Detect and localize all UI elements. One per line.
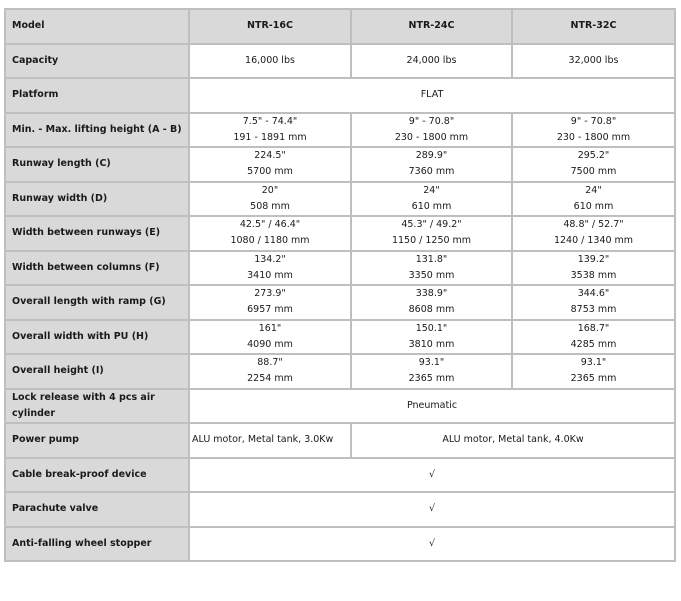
merged-cell: ALU motor, Metal tank, 4.0Kw (351, 423, 675, 458)
row-label: Platform (5, 78, 189, 113)
metric-value: 8608 mm (408, 304, 455, 316)
model-ntr-16c: NTR-16C (189, 9, 351, 44)
metric-value: 8753 mm (570, 304, 617, 316)
metric-value: 1240 / 1340 mm (553, 235, 634, 247)
imperial-value: 9" - 70.8" (408, 115, 455, 127)
cell (351, 147, 512, 182)
cell (512, 182, 675, 217)
merged-cell: Pneumatic (189, 389, 675, 424)
metric-value: 230 - 1800 mm (556, 131, 631, 143)
cell (512, 320, 675, 355)
cell (512, 216, 675, 251)
metric-value: 2365 mm (570, 373, 617, 385)
table-row-overall-width (5, 320, 675, 355)
row-label: Runway width (D) (5, 182, 189, 217)
metric-value: 7360 mm (408, 166, 455, 178)
metric-value: 1150 / 1250 mm (391, 235, 472, 247)
cell (512, 354, 675, 389)
imperial-value: 338.9" (415, 288, 448, 300)
cell (512, 251, 675, 286)
row-label: Overall length with ramp (G) (5, 285, 189, 320)
cell (351, 216, 512, 251)
row-label: Lock release with 4 pcs air cylinder (5, 389, 189, 424)
table-header-row (5, 9, 675, 44)
row-label: Overall height (I) (5, 354, 189, 389)
metric-value: 1080 / 1180 mm (230, 235, 310, 247)
metric-value: 4285 mm (570, 338, 617, 350)
imperial-value: 93.1" (580, 357, 607, 369)
row-label: Power pump (5, 423, 189, 458)
metric-value: 5700 mm (247, 166, 293, 178)
table-row-lifting-height (5, 113, 675, 148)
imperial-value: 48.8" / 52.7" (563, 219, 624, 231)
table-row-overall-height (5, 354, 675, 389)
model-ntr-24c: NTR-24C (351, 9, 512, 44)
imperial-value: 45.3" / 49.2" (401, 219, 462, 231)
imperial-value: 224.5" (254, 150, 286, 162)
metric-value: 191 - 1891 mm (233, 131, 307, 143)
cell: ALU motor, Metal tank, 3.0Kw (189, 423, 351, 458)
cell (351, 182, 512, 217)
cell (189, 182, 351, 217)
metric-value: 2365 mm (408, 373, 455, 385)
imperial-value: 20" (261, 184, 279, 196)
cell (351, 113, 512, 148)
table-row-cable-break-proof (5, 458, 675, 493)
metric-value: 230 - 1800 mm (394, 131, 469, 143)
imperial-value: 295.2" (577, 150, 610, 162)
row-label: Width between columns (F) (5, 251, 189, 286)
cell (189, 354, 351, 389)
check-mark-icon: √ (189, 492, 675, 527)
row-label: Capacity (5, 44, 189, 79)
imperial-value: 344.6" (577, 288, 610, 300)
imperial-value: 150.1" (415, 322, 448, 334)
cell (512, 285, 675, 320)
imperial-value: 9" - 70.8" (570, 115, 617, 127)
imperial-value: 161" (258, 322, 282, 334)
cell (189, 285, 351, 320)
row-label: Min. - Max. lifting height (A - B) (5, 113, 189, 148)
table-row-capacity (5, 44, 675, 79)
cell (512, 147, 675, 182)
cell (351, 354, 512, 389)
cell (512, 113, 675, 148)
row-label: Overall width with PU (H) (5, 320, 189, 355)
imperial-value: 134.2" (254, 253, 286, 265)
imperial-value: 93.1" (418, 357, 445, 369)
imperial-value: 42.5" / 46.4" (239, 219, 301, 231)
imperial-value: 24" (423, 184, 440, 196)
cell: 32,000 lbs (512, 44, 675, 79)
check-mark-icon: √ (189, 458, 675, 493)
row-label: Anti-falling wheel stopper (5, 527, 189, 562)
cell (189, 147, 351, 182)
imperial-value: 139.2" (577, 253, 610, 265)
imperial-value: 7.5" - 74.4" (242, 115, 298, 127)
metric-value: 6957 mm (247, 304, 293, 316)
row-label: Cable break-proof device (5, 458, 189, 493)
imperial-value: 168.7" (577, 322, 610, 334)
imperial-value: 88.7" (257, 357, 283, 369)
metric-value: 610 mm (573, 200, 614, 212)
metric-value: 3810 mm (408, 338, 455, 350)
table-row-runway-length (5, 147, 675, 182)
metric-value: 4090 mm (247, 338, 293, 350)
cell: 16,000 lbs (189, 44, 351, 79)
metric-value: 610 mm (411, 200, 452, 212)
spec-table (4, 8, 676, 562)
table-row-power-pump (5, 423, 675, 458)
imperial-value: 273.9" (254, 288, 286, 300)
cell (351, 251, 512, 286)
cell (189, 113, 351, 148)
imperial-value: 24" (585, 184, 602, 196)
imperial-value: 289.9" (415, 150, 448, 162)
cell (351, 320, 512, 355)
metric-value: 3410 mm (247, 269, 293, 281)
metric-value: 7500 mm (570, 166, 617, 178)
table-row-overall-length (5, 285, 675, 320)
table-row-anti-falling-stopper (5, 527, 675, 562)
table-row-platform (5, 78, 675, 113)
imperial-value: 131.8" (415, 253, 448, 265)
table-row-runway-width (5, 182, 675, 217)
metric-value: 3538 mm (570, 269, 617, 281)
row-label: Runway length (C) (5, 147, 189, 182)
table-row-width-between-runways (5, 216, 675, 251)
header-label: Model (5, 9, 189, 44)
cell (189, 216, 351, 251)
cell (189, 251, 351, 286)
row-label: Width between runways (E) (5, 216, 189, 251)
model-ntr-32c: NTR-32C (512, 9, 675, 44)
row-label: Parachute valve (5, 492, 189, 527)
table-row-width-between-columns (5, 251, 675, 286)
cell (351, 285, 512, 320)
check-mark-icon: √ (189, 527, 675, 562)
cell (189, 320, 351, 355)
merged-cell: FLAT (189, 78, 675, 113)
metric-value: 2254 mm (247, 373, 293, 385)
table-row-lock-release (5, 389, 675, 424)
table-row-parachute-valve (5, 492, 675, 527)
metric-value: 508 mm (250, 200, 290, 212)
metric-value: 3350 mm (408, 269, 455, 281)
cell: 24,000 lbs (351, 44, 512, 79)
